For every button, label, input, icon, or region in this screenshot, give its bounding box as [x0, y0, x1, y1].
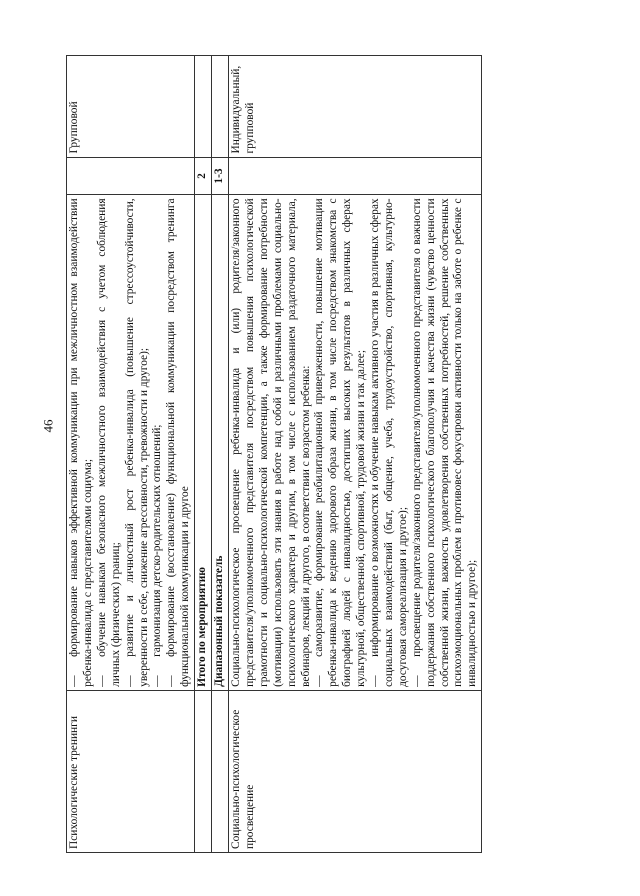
empty-cell: [195, 56, 212, 158]
total-value: 2: [195, 157, 212, 195]
rotated-table-container: [66, 55, 574, 853]
measure-name-cell: Психологические тренинги: [67, 690, 195, 852]
list-item: —саморазвитие, формирование реабилитационной приверженности, повышение мотивации ребенка-инвалида к ведению здорового образа жизни, в том числе посредством знакомства с биографией людей с инвалидностью, достигших высоких результатов в различных сферах культурной, общественной, спортивной, трудовой жизни и так далее;: [313, 198, 368, 687]
measure-name-cell: Социально-психологическое просвещение: [228, 690, 481, 852]
count-cell: [67, 157, 195, 195]
measure-content-cell: [228, 195, 481, 690]
list-item: —информирование о возможностях и обучение навыкам активного участия в различных сферах социальных взаимодействий (быт, общение, учеба, трудоустройство, спортивная, культурно-досуговая самореализация и другое);: [369, 198, 409, 687]
empty-cell: [195, 690, 212, 852]
list-item: —обучение навыкам безопасного межличностного взаимодействия с учетом соблюдения личных (физических) границ;: [95, 198, 122, 687]
list-item: —гармонизация детско-родительских отношений;: [151, 424, 164, 687]
list-item: —формирование навыков эффективной коммуникации при межличностном взаимодействии ребенка-инвалида с представителями социума;: [68, 198, 94, 687]
measure-content-cell: [67, 195, 195, 690]
table-row-total: [195, 56, 212, 853]
empty-cell: [212, 56, 229, 158]
table-row-education: [228, 56, 481, 853]
list-item: —просвещение родителя/законного представителя/уполномоченного представителя о важности поддержания собственного психологического благополучия и качества жизни (чувство ценности собственной жизни, важность удовлетворения собственных потребностей, решение собственных психоэмоциональных проблем в противовес фокусировки активности только на заботе о ребенке с инвалидностью и другое);: [410, 198, 479, 687]
list-item: —развитие и личностный рост ребенка-инвалида (повышение стрессоустойчивости, уверенности в себе, снижение агрессивности, тревожности и другое);: [123, 198, 150, 687]
table-row-trainings: [67, 56, 195, 853]
range-label: Диапазонный показатель: [212, 195, 229, 690]
measures-table: [66, 55, 482, 853]
intro-text: Социально-психологическое просвещение ребенка-инвалида и (или) родителя/законного представителя/уполномоченного представителя посредством повышения психологической грамотности и социально-психологической компетенции, а также формирование потребности (мотивации) использовать эти знания в работе над собой и различными проблемами социально-психологического характера и другим, в том числе с использованием раздаточного материала, вебинаров, лекций и другого, в соответствии с возрастом ребенка:: [229, 198, 312, 687]
count-cell: [228, 157, 481, 195]
form-cell: Групповой: [67, 56, 195, 158]
page-number: 46: [40, 419, 56, 433]
empty-cell: [212, 690, 229, 852]
total-label: Итого по мероприятию: [195, 195, 212, 690]
form-cell: Индивидуальный, групповой: [228, 56, 481, 158]
table-row-range: [212, 56, 229, 853]
range-value: 1-3: [212, 157, 229, 195]
list-item: —формирование (восстановление) функциональной коммуникации посредством тренинга функциональной коммуникации и другое: [165, 198, 192, 687]
